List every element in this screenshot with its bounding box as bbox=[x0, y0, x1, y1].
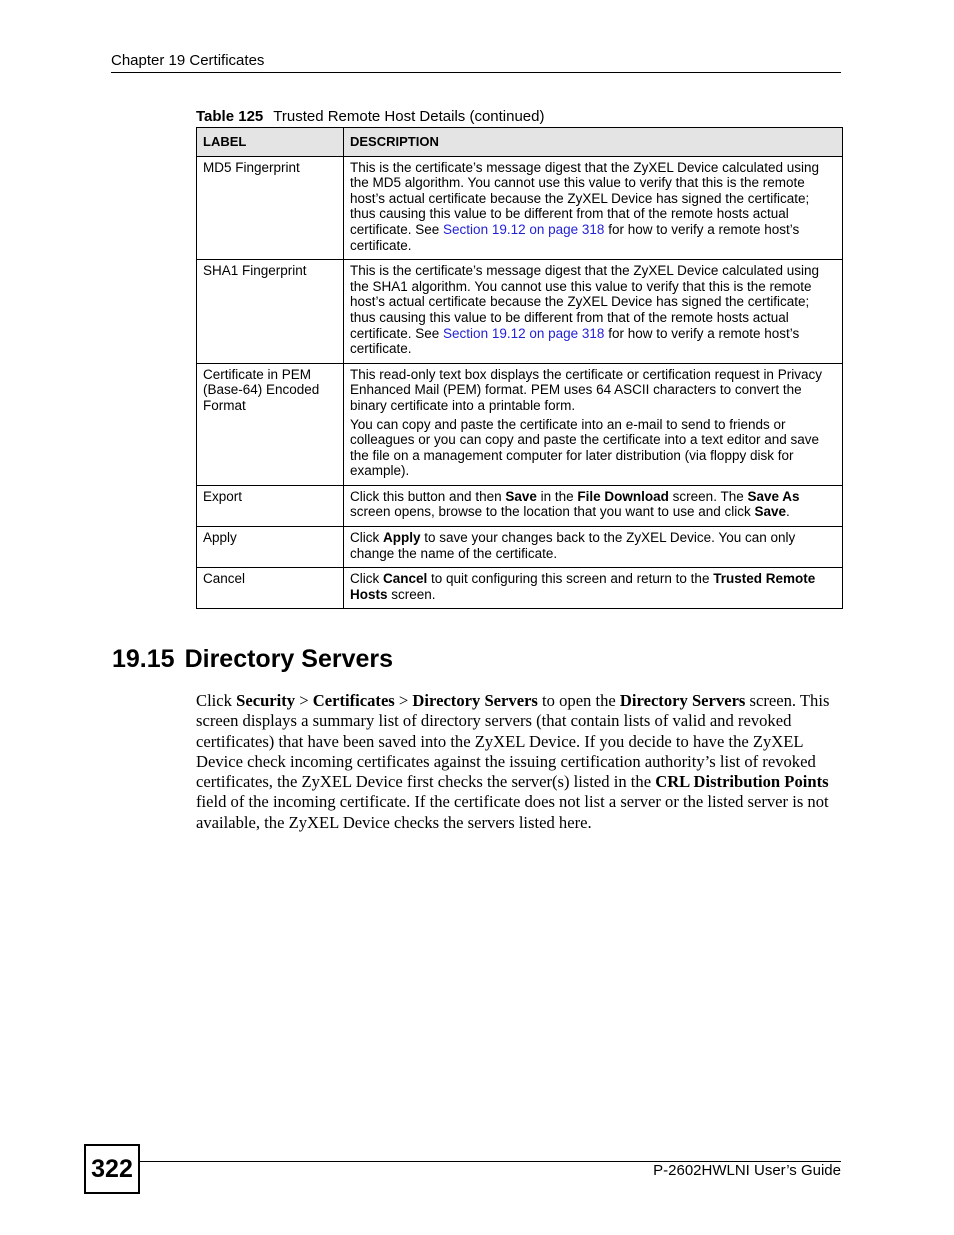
ui-term: File Download bbox=[577, 488, 669, 504]
row-description bbox=[344, 485, 843, 526]
ui-term: Security bbox=[236, 691, 296, 710]
section-link[interactable]: Section 19.12 on page 318 bbox=[443, 221, 605, 237]
desc-text: for how to verify a remote host’s certificate. bbox=[350, 221, 800, 253]
ui-term: Apply bbox=[383, 530, 421, 546]
desc-text: . bbox=[786, 504, 790, 520]
table-row bbox=[197, 363, 843, 485]
row-description bbox=[344, 363, 843, 485]
section-title: Directory Servers bbox=[184, 645, 394, 673]
row-label: SHA1 Fingerprint bbox=[197, 260, 344, 364]
section-heading bbox=[112, 645, 393, 674]
ui-term: Save bbox=[754, 504, 787, 520]
ui-term: Directory Servers bbox=[412, 691, 538, 710]
table-caption bbox=[196, 108, 545, 125]
desc-paragraph: This read-only text box displays the certificate or certification request in Privacy Enhanced Mail (PEM) format. PEM uses 64 ASCII characters to convert the binary certificate into a printable form. bbox=[350, 366, 822, 413]
table-number: Table 125 bbox=[196, 108, 264, 125]
table-header-row bbox=[197, 128, 843, 157]
section-number: 19.15 bbox=[112, 645, 175, 673]
desc-text: screen. The bbox=[668, 488, 748, 504]
desc-text: This is the certificate’s message digest that the ZyXEL Device calculated using the SHA1 algorithm. You cannot use this value to verify that this is the remote host’s actual certificate because the ZyXEL Device has signed the certificate; thus causing this value to be different from that of the remote hosts actual certificate. See bbox=[350, 263, 819, 341]
row-label: Apply bbox=[197, 527, 344, 568]
body-text: > bbox=[295, 691, 313, 710]
row-label: Cancel bbox=[197, 568, 344, 609]
guide-title: P-2602HWLNI User’s Guide bbox=[653, 1162, 841, 1179]
column-header-label: LABEL bbox=[197, 128, 344, 157]
desc-text: to save your changes back to the ZyXEL Device. You can only change the name of the certificate. bbox=[350, 530, 796, 561]
row-description bbox=[344, 527, 843, 568]
row-description bbox=[344, 260, 843, 364]
row-description bbox=[344, 156, 843, 260]
chapter-header: Chapter 19 Certificates bbox=[111, 52, 841, 73]
trusted-remote-host-details-table bbox=[196, 127, 843, 609]
ui-term: Cancel bbox=[383, 571, 428, 587]
desc-text: Click this button and then bbox=[350, 488, 506, 504]
desc-text: Click bbox=[350, 530, 383, 546]
table-title: Trusted Remote Host Details (continued) bbox=[273, 108, 545, 125]
row-description bbox=[344, 568, 843, 609]
ui-term: Save As bbox=[747, 488, 800, 504]
ui-term: Trusted Remote Hosts bbox=[350, 571, 816, 602]
table-row bbox=[197, 527, 843, 568]
body-text: to open the bbox=[537, 691, 620, 710]
ui-term: Directory Servers bbox=[619, 691, 746, 710]
ui-term: CRL Distribution Points bbox=[655, 772, 829, 792]
section-link[interactable]: Section 19.12 on page 318 bbox=[443, 325, 605, 341]
table-row bbox=[197, 568, 843, 609]
body-text: Click bbox=[196, 691, 237, 710]
table-row bbox=[197, 156, 843, 260]
body-text: > bbox=[394, 691, 413, 710]
row-label: Certificate in PEM (Base-64) Encoded Format bbox=[197, 363, 344, 485]
desc-text: in the bbox=[536, 488, 578, 504]
row-label: MD5 Fingerprint bbox=[197, 156, 344, 260]
section-body-paragraph bbox=[196, 691, 844, 833]
body-text: screen. This screen displays a summary list of directory servers (that contain lists of valid and revoked certificates) that have been saved into the ZyXEL Device. If you decide to have the ZyXEL Device check incoming certificates against the issuing certification authority’s list of revoked certificates, the ZyXEL Device first checks the server(s) listed in the bbox=[196, 691, 830, 792]
desc-text: This is the certificate’s message digest that the ZyXEL Device calculated using the MD5 algorithm. You cannot use this value to verify that this is the remote host’s actual certificate because the ZyXEL Device has signed the certificate; thus causing this value to be different from that of the remote hosts actual certificate. See bbox=[350, 159, 819, 237]
desc-text: Click bbox=[350, 571, 383, 587]
page-number: 322 bbox=[84, 1144, 140, 1194]
desc-paragraph: You can copy and paste the certificate into an e-mail to send to friends or colleagues or you can copy and paste the certificate into a text editor and save the file on a management computer for later distribution (via floppy disk for example). bbox=[350, 416, 820, 479]
desc-text: to quit configuring this screen and return to the bbox=[427, 571, 714, 587]
desc-text: screen. bbox=[387, 586, 436, 602]
ui-term: Save bbox=[505, 488, 537, 504]
table-row bbox=[197, 485, 843, 526]
table-row bbox=[197, 260, 843, 364]
body-text: field of the incoming certificate. If the certificate does not list a server or the listed server is not available, the ZyXEL Device checks the servers listed here. bbox=[196, 792, 829, 832]
desc-text: screen opens, browse to the location that you want to use and click bbox=[350, 504, 755, 520]
row-label: Export bbox=[197, 485, 344, 526]
ui-term: Certificates bbox=[312, 691, 395, 710]
column-header-description: DESCRIPTION bbox=[344, 128, 843, 157]
desc-text: for how to verify a remote host’s certificate. bbox=[350, 325, 800, 357]
